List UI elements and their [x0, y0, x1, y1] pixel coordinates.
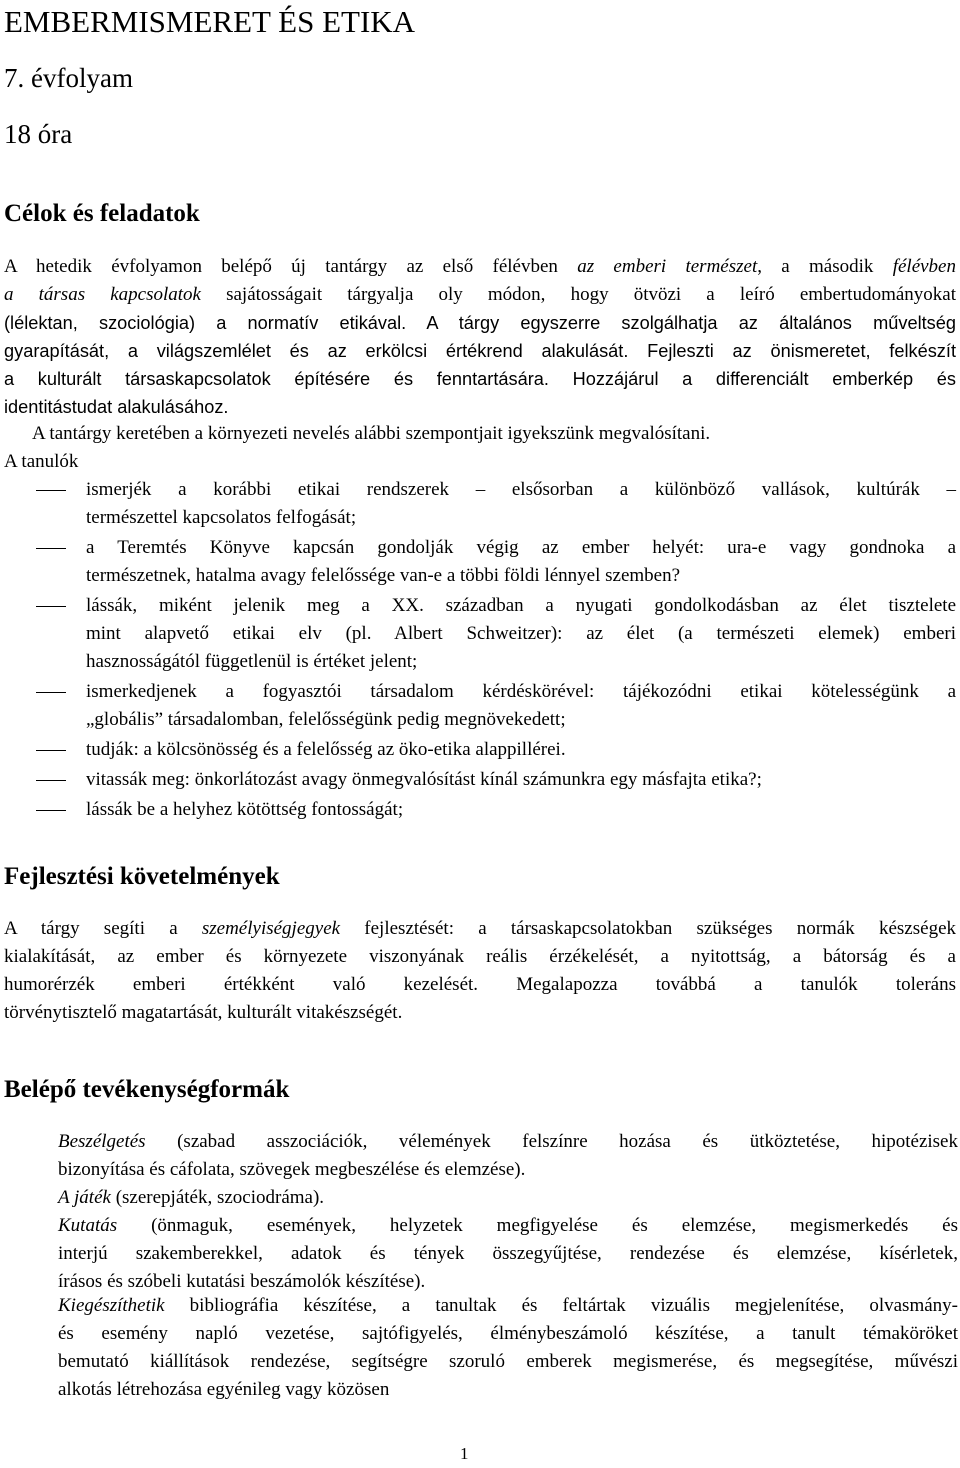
dash-bullet-icon	[36, 692, 66, 693]
list-item: vitassák meg: önkorlátozást avagy önmegvalósítást kínál számunkra egy másfajta etika?;	[4, 766, 956, 794]
hours-count: 18 óra	[4, 119, 73, 149]
intro-line-2: a társas kapcsolatok sajátosságait tárgyalja oly módon, hogy ötvözi a leíró embertudományokat	[4, 284, 956, 305]
list-item: tudják: a kölcsönösség és a felelősség az öko-etika alappillérei.	[4, 736, 956, 764]
activity-research: Kutatás (önmaguk, események, helyzetek megfigyelése és elemzése, megismerkedés és interjú szakemberekkel, adatok és tények összegyűjtése, rendezése és elemzése, kísérletek, írásos és szóbeli kutatási beszámolók készítése).	[58, 1215, 958, 1292]
list-item: ismerjék a korábbi etikai rendszerek – elsősorban a különböző vallások, kultúrák – természettel kapcsolatos felfogását;	[4, 476, 956, 532]
dash-bullet-icon	[36, 810, 66, 811]
list-item: lássák be a helyhez kötöttség fontosságát;	[4, 796, 956, 824]
page-number: 1	[460, 1444, 469, 1463]
dash-bullet-icon	[36, 490, 66, 491]
section-heading-goals: Célok és feladatok	[4, 200, 200, 227]
intro-line-3: (lélektan, szociológia) a normatív etikával. A tárgy egyszerre szolgálhatja az általános műveltség	[4, 313, 956, 333]
intro-paragraph	[4, 253, 956, 421]
list-item: ismerkedjenek a fogyasztói társadalom kérdéskörével: tájékozódni etikai kötelességünk a „globális” társadalomban, felelősségünk pedig megnövekedett;	[4, 678, 956, 734]
section-heading-activities: Belépő tevékenységformák	[4, 1076, 290, 1103]
list-item: lássák, miként jelenik meg a XX. században a nyugati gondolkodásban az élet tisztelete mint alapvető etikai elv (pl. Albert Schweitzer): az élet (a természeti elemek) emberi hasznosságától függetlenül is értéket jelent;	[4, 592, 956, 676]
activity-game: A játék (szerepjáték, szociodráma).	[58, 1187, 325, 1208]
dash-bullet-icon	[36, 780, 66, 781]
intro-line-4: gyarapítását, a világszemlélet és az erkölcsi értékrend alakulását. Fejleszti az önismeretet, felkészít	[4, 341, 956, 361]
intro-line-6: identitástudat alakulásához.	[4, 397, 229, 417]
activity-supplementary: Kiegészíthetik bibliográfia készítése, a tanultak és feltártak vizuális megjelenítése, olvasmány- és esemény napló vezetése, sajtófigyelés, élménybeszámoló készítése, a tanult témaköröket bemutató kiállítások rendezése, segítségre szoruló emberek megismerése, és megsegítése, művészi alkotás létrehozása egyénileg vagy közösen	[58, 1295, 958, 1400]
section-heading-requirements: Fejlesztési követelmények	[4, 863, 280, 890]
dash-bullet-icon	[36, 548, 66, 549]
intro-line-5: a kulturált társaskapcsolatok építésére és fenntartására. Hozzájárul a differenciált emberkép és	[4, 369, 956, 389]
grade-level: 7. évfolyam	[4, 63, 133, 93]
document-title: EMBERMISMERET ÉS ETIKA	[4, 4, 416, 39]
intro-line-1: A hetedik évfolyamon belépő új tantárgy az első félévben az emberi természet, a második félévben	[4, 256, 956, 277]
goals-bullet-list	[4, 476, 956, 824]
requirements-paragraph: A tárgy segíti a személyiségjegyek fejlesztését: a társaskapcsolatokban szükséges normák készségek kialakítását, az ember és környezete viszonyának reális érzékelését, a nyitottság, a bátorság és a humorérzék emberi értékként való kezelését. Megalapozza továbbá a tanulók toleráns törvénytisztelő magatartását, kulturált vitakészségét.	[4, 918, 957, 1023]
dash-bullet-icon	[36, 750, 66, 751]
environment-line: A tantárgy keretében a környezeti nevelés alábbi szempontjait igyekszünk megvalósítani.	[32, 423, 711, 444]
activity-discussion: Beszélgetés (szabad asszociációk, vélemények felszínre hozása és ütköztetése, hipotézisek bizonyítása és cáfolata, szövegek megbeszélése és elemzése).	[58, 1131, 958, 1180]
dash-bullet-icon	[36, 606, 66, 607]
list-item: a Teremtés Könyve kapcsán gondolják végig az ember helyét: ura-e vagy gondnoka a természetnek, hatalma avagy felelőssége van-e a többi földi lénnyel szemben?	[4, 534, 956, 590]
students-label: A tanulók	[4, 451, 79, 472]
